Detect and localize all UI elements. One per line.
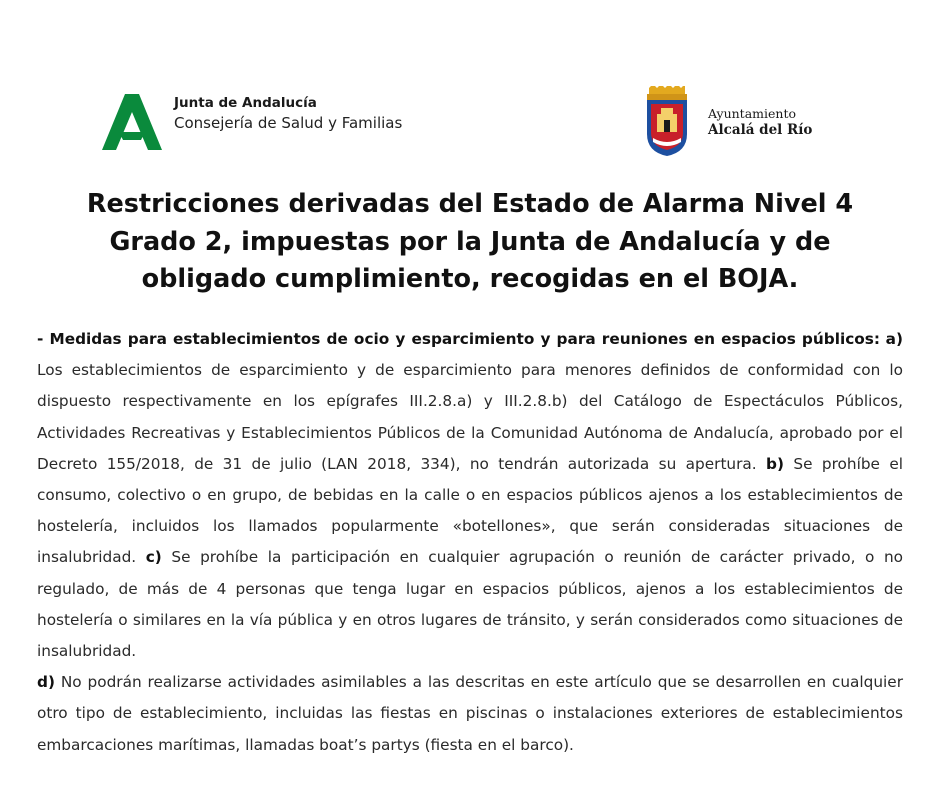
coat-of-arms-icon <box>643 86 691 158</box>
town-name: Alcalá del Río <box>708 122 813 138</box>
item-a-text: Los establecimientos de esparcimiento y de esparcimiento para menores definidos de conformidad con lo dispuesto respectivamente en los epígrafes III.2.8.a) y III.2.8.b) del Catálogo de Espectáculos Públicos, Actividades Recreativas y Establecimientos Públicos de la Comunidad Autónoma de Andalucía, aprobado por el Decreto 155/2018, de 31 de julio (LAN 2018, 334), no tendrán autorizada su apertura. <box>37 361 903 473</box>
body-text <box>37 324 903 761</box>
junta-a-icon <box>100 92 164 152</box>
item-c-text: Se prohíbe la participación en cualquier agrupación o reunión de carácter privado, o no regulado, de más de 4 personas que tenga lugar en espacios públicos, ajenos a los establecimientos de hostelería o similares en la vía pública y en otros lugares de tránsito, y serán considerados como situaciones de insalubridad. <box>37 548 903 661</box>
ayuntamiento-label: Ayuntamiento <box>708 106 797 121</box>
item-d-label: d) <box>37 673 55 692</box>
item-c-label: c) <box>145 548 162 567</box>
department-name: Consejería de Salud y Familias <box>174 114 403 132</box>
paragraph-measures <box>37 324 903 667</box>
intro-label: - Medidas para establecimientos de ocio y esparcimiento y para reuniones en espacios públicos: <box>37 330 881 348</box>
item-b-text: Se prohíbe el consumo, colectivo o en grupo, de bebidas en la calle o en espacios públicos ajenos a los establecimientos de hostelería, incluidos los llamados popularmente «botellones», que serán consideradas situaciones de insalubridad. <box>37 454 903 567</box>
paragraph-d <box>37 667 903 761</box>
org-name: Junta de Andalucía <box>174 95 317 111</box>
item-d-text: No podrán realizarse actividades asimilables a las descritas en este artículo que se desarrollen en cualquier otro tipo de establecimiento, incluidas las fiestas en piscinas o instalaciones exteriores de establecimientos embarcaciones marítimas, llamadas boat’s partys (fiesta en el barco). <box>37 673 903 754</box>
junta-andalucia-logo <box>100 92 430 152</box>
ayuntamiento-logo <box>643 86 843 158</box>
item-b-label: b) <box>766 454 784 473</box>
item-a-label: a) <box>885 330 903 348</box>
page-title: Restricciones derivadas del Estado de Alarma Nivel 4 Grado 2, impuestas por la Junta de Andalucía y de obligado cumplimiento, recogidas en el BOJA. <box>86 189 854 294</box>
